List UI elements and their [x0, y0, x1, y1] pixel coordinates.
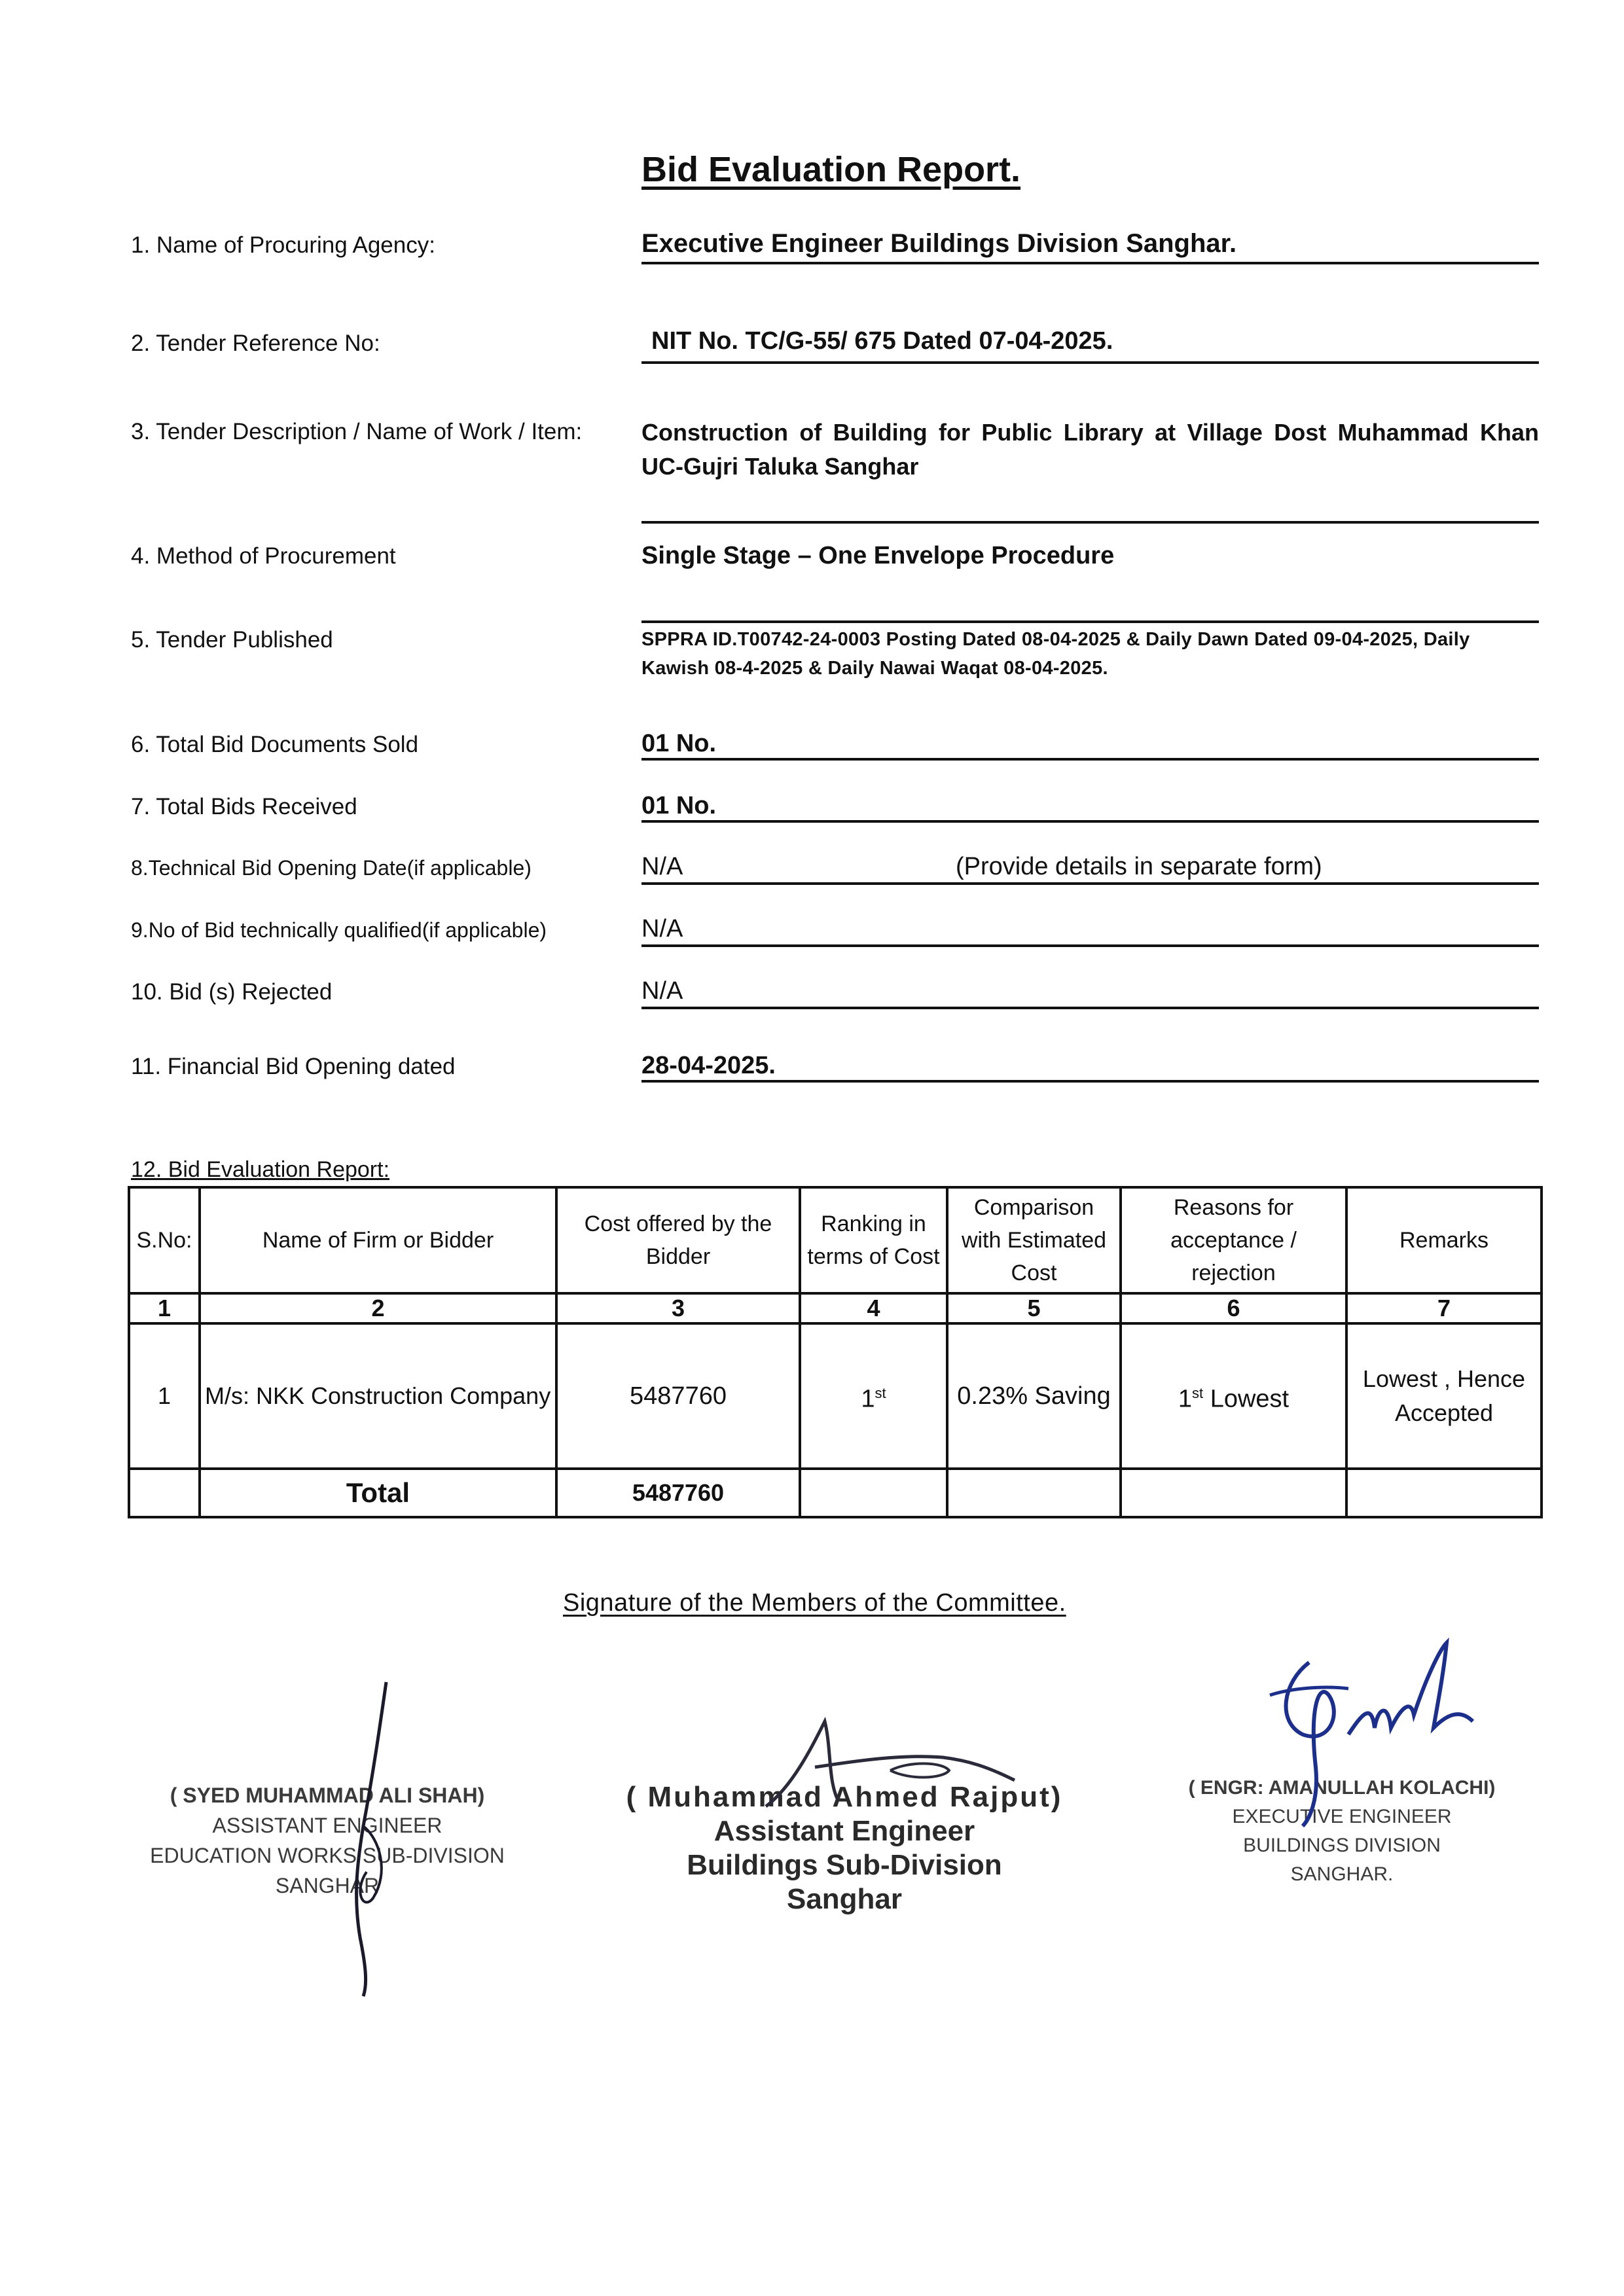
field-underline [641, 521, 1539, 524]
cell-cost-offered: 5487760 [556, 1323, 800, 1469]
column-number: 6 [1121, 1293, 1346, 1323]
field-underline [641, 820, 1539, 823]
stamp-line: ( Muhammad Ahmed Rajput) [626, 1781, 1063, 1813]
field-value-financial-bid-opening: 28-04-2025. [641, 1052, 776, 1079]
field-label-technical-bid-opening: 8.Technical Bid Opening Date(if applicable) [131, 856, 532, 880]
field-underline [641, 262, 1539, 264]
reason-prefix: 1 [1178, 1385, 1193, 1413]
column-header-bidder-name: Name of Firm or Bidder [200, 1187, 556, 1293]
stamp-line: ASSISTANT ENGINEER [212, 1814, 442, 1837]
field-value-tender-published: SPPRA ID.T00742-24-0003 Posting Dated 08-04-2025 & Daily Dawn Dated 09-04-2025, Daily Kawish 08-4-2025 & Daily Nawai Waqat 08-04-2025. [641, 629, 1470, 679]
field-note-separate-form: (Provide details in separate form) [956, 853, 1322, 880]
field-label-bids-qualified: 9.No of Bid technically qualified(if applicable) [131, 918, 547, 942]
cell-bidder-name: M/s: NKK Construction Company [200, 1323, 556, 1469]
stamp-line: BUILDINGS DIVISION [1243, 1835, 1441, 1856]
cell-empty [800, 1469, 947, 1517]
table-total-row [129, 1469, 1542, 1517]
cell-reason [1121, 1323, 1346, 1469]
total-value: 5487760 [556, 1469, 800, 1517]
field-underline [641, 882, 1539, 885]
stamp-line: Buildings Sub-Division [687, 1849, 1002, 1881]
field-underline [641, 620, 1539, 623]
column-number: 2 [200, 1293, 556, 1323]
field-value-bids-qualified: N/A [641, 915, 683, 942]
stamp-line: ( ENGR: AMANULLAH KOLACHI) [1188, 1777, 1496, 1799]
field-value-method-of-procurement: Single Stage – One Envelope Procedure [641, 542, 1115, 569]
field-underline [641, 361, 1539, 364]
cell-empty [1346, 1469, 1542, 1517]
cell-ranking [800, 1323, 947, 1469]
stamp-line: Assistant Engineer [713, 1815, 975, 1847]
column-header-comparison: Comparison with Estimated Cost [947, 1187, 1121, 1293]
column-number-row [129, 1293, 1542, 1323]
column-number: 3 [556, 1293, 800, 1323]
cell-remarks: Lowest , Hence Accepted [1346, 1323, 1542, 1469]
field-value-bid-documents-sold: 01 No. [641, 730, 717, 757]
stamp-line: ( SYED MUHAMMAD ALI SHAH) [170, 1784, 485, 1807]
signature-mark-3 [1231, 1636, 1479, 1833]
column-number: 1 [129, 1293, 200, 1323]
field-value-bids-received: 01 No. [641, 792, 717, 819]
table-row [129, 1323, 1542, 1469]
column-number: 5 [947, 1293, 1121, 1323]
evaluation-heading: 12. Bid Evaluation Report: [131, 1157, 390, 1182]
field-label-tender-description: 3. Tender Description / Name of Work / Item: [131, 419, 583, 444]
field-underline [641, 1080, 1539, 1083]
column-number: 4 [800, 1293, 947, 1323]
bid-evaluation-table [128, 1186, 1543, 1518]
signature-heading: Signature of the Members of the Committee. [563, 1589, 1066, 1617]
column-header-remarks: Remarks [1346, 1187, 1542, 1293]
stamp-line: EDUCATION WORKS SUB-DIVISION [150, 1844, 505, 1867]
field-value-procuring-agency: Executive Engineer Buildings Division Sanghar. [641, 229, 1237, 258]
field-label-bids-received: 7. Total Bids Received [131, 794, 357, 819]
stamp-line: SANGHAR. [1290, 1863, 1394, 1885]
field-label-procuring-agency: 1. Name of Procuring Agency: [131, 232, 435, 258]
cell-empty [1121, 1469, 1346, 1517]
reason-suffix: st [1192, 1384, 1204, 1401]
field-value-bids-rejected: N/A [641, 977, 683, 1005]
stamp-line: SANGHAR [275, 1874, 380, 1897]
field-label-tender-published: 5. Tender Published [131, 627, 333, 653]
field-label-bid-documents-sold: 6. Total Bid Documents Sold [131, 732, 419, 757]
cell-comparison: 0.23% Saving [947, 1323, 1121, 1469]
report-title: Bid Evaluation Report. [641, 150, 1021, 189]
reason-text: Lowest [1210, 1385, 1290, 1413]
ranking-value: 1 [861, 1385, 875, 1413]
stamp-line: EXECUTIVE ENGINEER [1232, 1806, 1452, 1827]
field-underline [641, 1007, 1539, 1009]
field-label-financial-bid-opening: 11. Financial Bid Opening dated [131, 1054, 456, 1079]
field-value-tender-reference: NIT No. TC/G-55/ 675 Dated 07-04-2025. [651, 327, 1113, 355]
column-header-sno: S.No: [129, 1187, 200, 1293]
field-underline [641, 944, 1539, 947]
column-number: 7 [1346, 1293, 1542, 1323]
signature-mark-2 [753, 1708, 1028, 1820]
signature-mark-1 [327, 1676, 419, 2003]
field-value-technical-bid-opening: N/A [641, 853, 683, 880]
ranking-suffix: st [875, 1384, 886, 1401]
column-header-reasons: Reasons for acceptance / rejection [1121, 1187, 1346, 1293]
total-label: Total [200, 1469, 556, 1517]
column-header-cost-offered: Cost offered by the Bidder [556, 1187, 800, 1293]
field-label-bids-rejected: 10. Bid (s) Rejected [131, 979, 333, 1005]
field-underline [641, 758, 1539, 761]
column-header-ranking: Ranking in terms of Cost [800, 1187, 947, 1293]
table-header-row [129, 1187, 1542, 1293]
field-value-tender-description: Construction of Building for Public Library at Village Dost Muhammad Khan UC-Gujri Taluka Sanghar [641, 419, 1539, 480]
field-label-tender-reference: 2. Tender Reference No: [131, 331, 380, 356]
cell-sno: 1 [129, 1323, 200, 1469]
stamp-line: Sanghar [786, 1883, 903, 1915]
field-label-method-of-procurement: 4. Method of Procurement [131, 543, 396, 569]
cell-empty [947, 1469, 1121, 1517]
cell-empty [129, 1469, 200, 1517]
